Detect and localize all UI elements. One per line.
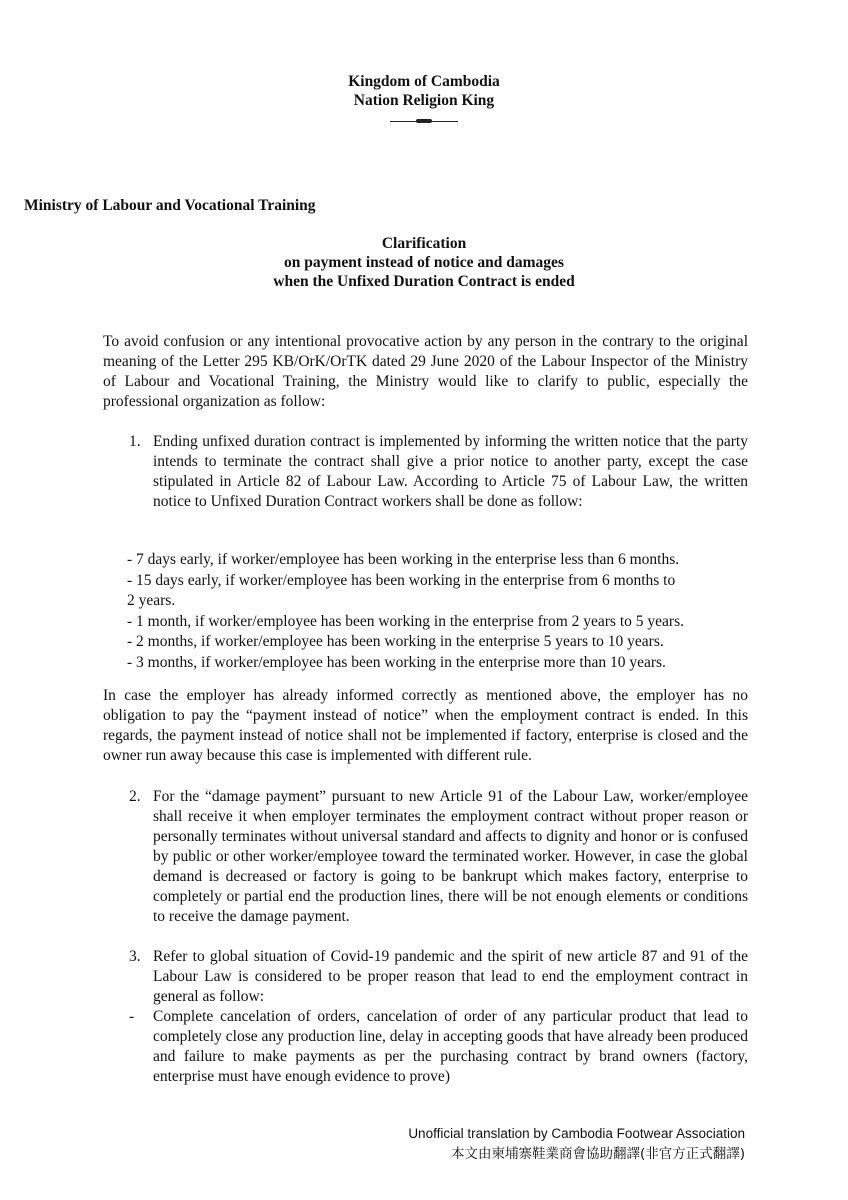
item-3-number: 3. bbox=[129, 948, 141, 965]
intro-paragraph: To avoid confusion or any intentional provocative action by any person in the contrary to the original meaning of the Letter 295 KB/OrK/OrTK dated 29 June 2020 of the Labour Inspector of the Ministry of Labour and Vocational Training, the Ministry would like to clarify to public, especially the professional organization as follow: bbox=[103, 333, 748, 410]
title-line-1: Clarification bbox=[381, 235, 467, 252]
footer-chinese: 本文由柬埔寨鞋業商會協助翻譯(非官方正式翻譯) bbox=[450, 1146, 745, 1162]
ornamental-divider bbox=[390, 121, 458, 123]
kingdom-line: Kingdom of Cambodia bbox=[348, 73, 500, 90]
notice-period-line: - 3 months, if worker/employee has been working in the enterprise more than 10 years. bbox=[127, 653, 666, 671]
title-line-2: on payment instead of notice and damages bbox=[284, 254, 564, 271]
item-2-text: For the “damage payment” pursuant to new Article 91 of the Labour Law, worker/employee shall receive it when employer terminates the employment contract without proper reason or personally terminates without universal standard and affects to dignity and honor or is confused by public or other worker/employee toward the terminated worker. However, in case the global demand is decreased or factory is going to be bankrupt which makes factory, enterprise to completely or partial end the production lines, there will be not enough elements or conditions to receive the damage payment. bbox=[153, 788, 748, 925]
notice-period-line: - 7 days early, if worker/employee has been working in the enterprise less than 6 months. bbox=[127, 551, 680, 568]
notice-period-line: - 15 days early, if worker/employee has been working in the enterprise from 6 months to bbox=[127, 571, 676, 589]
title-line-3: when the Unfixed Duration Contract is ended bbox=[273, 273, 575, 290]
translation-footer bbox=[408, 1124, 745, 1164]
paragraph-payment-instead-of-notice: In case the employer has already informed correctly as mentioned above, the employer has no obligation to pay the “payment instead of notice” when the employment contract is ended. In this regards, the payment instead of notice shall not be implemented if factory, enterprise is closed and the owner run away because this case is implemented with different rule. bbox=[103, 687, 748, 764]
motto-line: Nation Religion King bbox=[353, 92, 495, 109]
item-1-number: 1. bbox=[129, 433, 141, 450]
notice-period-line: - 1 month, if worker/employee has been working in the enterprise from 2 years to 5 years. bbox=[127, 612, 684, 630]
ministry-name: Ministry of Labour and Vocational Training bbox=[24, 197, 316, 214]
bullet-1-text: Complete cancelation of orders, cancelation of order of any particular product that lead to completely close any production line, delay in accepting goods that have already been produced and failure to make payments as per the purchasing contract by brand owners (factory, enterprise must have enough evidence to prove) bbox=[153, 1008, 748, 1085]
notice-period-line: 2 years. bbox=[127, 592, 176, 609]
document-title bbox=[0, 234, 848, 291]
notice-period-list bbox=[127, 550, 749, 673]
item-3-text: Refer to global situation of Covid-19 pandemic and the spirit of new article 87 and 91 of the Labour Law is considered to be proper reason that lead to end the employment contract in general as follow: bbox=[153, 948, 748, 1005]
footer-english: Unofficial translation by Cambodia Footwear Association bbox=[408, 1126, 745, 1141]
letter-header bbox=[0, 72, 848, 110]
item-2-number: 2. bbox=[129, 788, 141, 805]
item-1-text: Ending unfixed duration contract is implemented by informing the written notice that the party intends to terminate the contract shall give a prior notice to another party, except the case stipulated in Article 82 of Labour Law. According to Article 75 of Labour Law, the written notice to Unfixed Duration Contract workers shall be done as follow: bbox=[153, 433, 748, 510]
notice-period-line: - 2 months, if worker/employee has been working in the enterprise 5 years to 10 years. bbox=[127, 633, 664, 650]
bullet-marker: - bbox=[129, 1008, 135, 1025]
